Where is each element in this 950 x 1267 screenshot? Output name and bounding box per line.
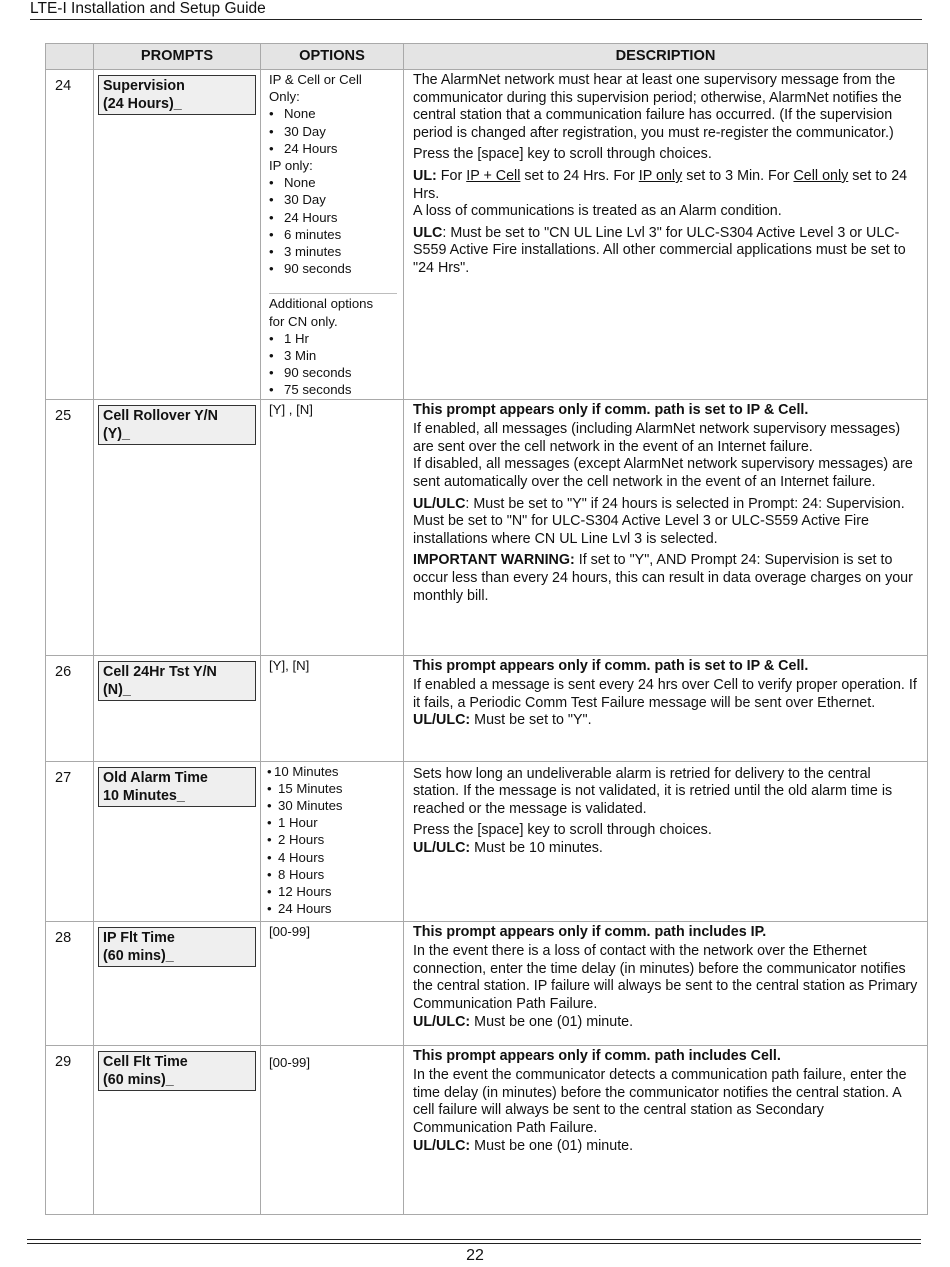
prompt-line-2: (60 mins)_ — [103, 947, 174, 964]
table-row — [46, 761, 928, 921]
option-item: • 30 Minutes — [267, 797, 397, 814]
ulc-requirement — [413, 225, 919, 278]
prompt-line-1: Cell 24Hr Tst Y/N — [103, 663, 217, 680]
important-warning — [413, 552, 919, 605]
ul-label: UL/ULC: — [413, 840, 471, 857]
options-cell — [261, 70, 404, 400]
prompt-line-2: (N)_ — [103, 681, 131, 698]
option-item: • 8 Hours — [267, 866, 397, 883]
prompt-number: 24 — [46, 70, 94, 400]
document-title: LTE-I Installation and Setup Guide — [30, 0, 266, 17]
ulc-text: : Must be set to "Y" if 24 hours is selected in Prompt: 24: Supervision. Must be set to "N" for ULC-S304 Active Level 3 or ULC-S559 Active Fire installations where CN UL Line Lvl 3 is selected. — [413, 495, 905, 547]
prompt-line-2: 10 Minutes_ — [103, 787, 185, 804]
prompt-line-1: Cell Flt Time — [103, 1053, 188, 1070]
ul-requirement — [413, 168, 919, 203]
option-item: • 30 Day — [269, 123, 397, 140]
options-list — [267, 763, 397, 918]
prompt-cell — [94, 1045, 261, 1214]
options-list — [269, 105, 397, 157]
table-row — [46, 921, 928, 1045]
prompt-line-2: (60 mins)_ — [103, 1071, 174, 1088]
prompt-cell — [94, 921, 261, 1045]
option-item: • 24 Hours — [269, 140, 397, 157]
prompt-display — [98, 767, 256, 807]
description-paragraph: If enabled, all messages (including AlarmNet network supervisory messages) are sent over the cell network in the event of an Internet failure. — [413, 421, 901, 455]
options-value: [00-99] — [269, 923, 311, 939]
column-header-options: OPTIONS — [261, 44, 404, 70]
options-label: Additional options for CN only. — [269, 296, 374, 329]
description-condition: This prompt appears only if comm. path is set to IP & Cell. — [413, 657, 809, 674]
option-item: • 24 Hours — [269, 209, 397, 226]
ul-label: UL/ULC: — [413, 1013, 471, 1030]
table-row — [46, 1045, 928, 1214]
description-condition: This prompt appears only if comm. path includes Cell. — [413, 1047, 781, 1064]
column-header-description: DESCRIPTION — [404, 44, 928, 70]
description-condition: This prompt appears only if comm. path is set to IP & Cell. — [413, 401, 809, 418]
ul-text: Must be set to "Y". — [470, 712, 592, 729]
description-paragraph: If enabled a message is sent every 24 hrs over Cell to verify proper operation. If it fails, a Periodic Comm Test Failure message will be sent over Ethernet. — [413, 677, 917, 711]
prompt-display — [98, 405, 256, 445]
option-item: • 3 Min — [269, 347, 397, 364]
description-paragraph: A loss of communications is treated as an Alarm condition. — [413, 203, 782, 220]
table-row — [46, 399, 928, 655]
option-item: • 3 minutes — [269, 243, 397, 260]
prompts-table — [45, 43, 928, 1215]
description-paragraph: If disabled, all messages (except AlarmNet network supervisory messages) are sent automatically over the cell network in the event of an Internet failure. — [413, 456, 913, 491]
ul-requirement — [413, 712, 919, 730]
ul-requirement — [413, 1138, 919, 1156]
ulc-text: : Must be set to "CN UL Line Lvl 3" for ULC-S304 Active Level 3 or ULC-S559 Active Fire installations. All other commercial applications must be set to "24 Hrs". — [413, 224, 906, 276]
description-cell — [404, 761, 928, 921]
page-number: 22 — [466, 1247, 484, 1264]
options-label: IP & Cell or Cell Only: — [269, 72, 362, 105]
footer-divider — [27, 1239, 921, 1240]
ul-text: Must be one (01) minute. — [470, 1137, 634, 1154]
prompt-number: 28 — [46, 921, 94, 1045]
ul-label: UL/ULC: — [413, 1137, 471, 1154]
warning-label: IMPORTANT WARNING: — [413, 552, 575, 569]
option-item: • None — [269, 174, 397, 191]
prompt-line-1: Cell Rollover Y/N — [103, 407, 218, 424]
column-header-number — [46, 44, 94, 70]
options-divider — [269, 293, 397, 398]
options-cell — [261, 921, 404, 1045]
ul-label: UL: — [413, 167, 437, 184]
column-header-prompts: PROMPTS — [94, 44, 261, 70]
option-item: • 1 Hr — [269, 330, 397, 347]
description-paragraph: The AlarmNet network must hear at least one supervisory message from the communicator during this supervision period; otherwise, AlarmNet notifies the central station that a communication failure has occurred. (If the supervision period is changed after registration, you must re-register the communicator.) — [413, 72, 902, 141]
prompt-cell — [94, 399, 261, 655]
option-item: • 90 seconds — [269, 364, 397, 381]
options-cell — [261, 399, 404, 655]
prompt-display — [98, 927, 256, 967]
prompt-display — [98, 75, 256, 115]
ul-requirement — [413, 840, 919, 858]
prompt-display — [98, 661, 256, 701]
description-paragraph: In the event the communicator detects a communication path failure, enter the time delay (in minutes) before the communicator notifies the central station. A cell failure will always be sent to the central station as Secondary Communication Path Failure. — [413, 1067, 907, 1137]
description-cell — [404, 399, 928, 655]
ulc-requirement — [413, 496, 919, 549]
prompt-number: 25 — [46, 399, 94, 655]
option-item: • 75 seconds — [269, 381, 397, 398]
prompt-number: 27 — [46, 761, 94, 921]
ul-text: Must be 10 minutes. — [470, 840, 603, 857]
prompt-cell — [94, 655, 261, 761]
option-item: • 6 minutes — [269, 226, 397, 243]
prompt-line-1: Old Alarm Time — [103, 769, 208, 786]
ul-text: set to 24 Hrs. — [413, 167, 908, 202]
description-paragraph: Press the [space] key to scroll through choices. — [413, 146, 712, 163]
prompt-display — [98, 1051, 256, 1091]
options-list — [269, 330, 397, 399]
ul-text: Must be one (01) minute. — [470, 1013, 634, 1030]
table-row — [46, 655, 928, 761]
ul-text: For — [436, 167, 467, 184]
description-cell — [404, 70, 928, 400]
option-item: • 2 Hours — [267, 831, 397, 848]
prompt-cell — [94, 70, 261, 400]
table-row — [46, 70, 928, 400]
ulc-label: UL/ULC — [413, 495, 466, 512]
description-paragraph: Press the [space] key to scroll through choices. — [413, 822, 712, 839]
options-cell — [261, 655, 404, 761]
ul-requirement — [413, 1014, 919, 1032]
prompt-line-1: Supervision — [103, 78, 185, 94]
prompt-line-1: IP Flt Time — [103, 929, 175, 946]
prompt-line-2: (Y)_ — [103, 425, 131, 442]
description-paragraph: Sets how long an undeliverable alarm is retried for delivery to the central station. If the message is not validated, it is retried until the old alarm time is reached or the message is validated. — [413, 765, 893, 817]
prompt-number: 26 — [46, 655, 94, 761]
option-item: • 4 Hours — [267, 849, 397, 866]
options-cell — [261, 761, 404, 921]
options-value: [Y] , [N] — [269, 401, 313, 417]
option-item: • None — [269, 105, 397, 122]
option-item: • 10 Minutes — [267, 763, 397, 780]
ulc-label: ULC — [413, 224, 443, 241]
options-label: IP only: — [269, 158, 313, 174]
ul-label: UL/ULC: — [413, 712, 471, 729]
ul-underlined-text: Cell only — [793, 167, 849, 184]
page-header — [30, 0, 922, 20]
options-value: [00-99] — [269, 1054, 311, 1070]
options-list — [269, 174, 397, 277]
option-item: • 24 Hours — [267, 900, 397, 917]
table-header-row — [46, 44, 928, 70]
ul-text: set to 3 Min. For — [682, 167, 794, 184]
option-item: • 15 Minutes — [267, 780, 397, 797]
options-value: [Y], [N] — [269, 657, 310, 673]
ul-underlined-text: IP only — [638, 167, 683, 184]
ul-underlined-text: IP + Cell — [466, 167, 521, 184]
description-cell — [404, 655, 928, 761]
description-paragraph: In the event there is a loss of contact with the network over the Ethernet connection, enter the time delay (in minutes) before the communicator notifies the central station. IP failure will always be sent to the central station as Primary Communication Path Failure. — [413, 943, 918, 1013]
description-cell — [404, 921, 928, 1045]
option-item: • 30 Day — [269, 191, 397, 208]
prompt-cell — [94, 761, 261, 921]
description-cell — [404, 1045, 928, 1214]
description-condition: This prompt appears only if comm. path includes IP. — [413, 923, 767, 940]
option-item: • 12 Hours — [267, 883, 397, 900]
option-item: • 1 Hour — [267, 814, 397, 831]
ul-text: set to 24 Hrs. For — [520, 167, 639, 184]
prompt-line-2: (24 Hours)_ — [103, 96, 182, 112]
options-cell — [261, 1045, 404, 1214]
warning-text: If set to "Y", AND Prompt 24: Supervision is set to occur less than every 24 hours, this can result in data overage charges on your monthly bill. — [413, 552, 913, 604]
prompt-number: 29 — [46, 1045, 94, 1214]
option-item: • 90 seconds — [269, 260, 397, 277]
footer-divider — [27, 1243, 921, 1244]
